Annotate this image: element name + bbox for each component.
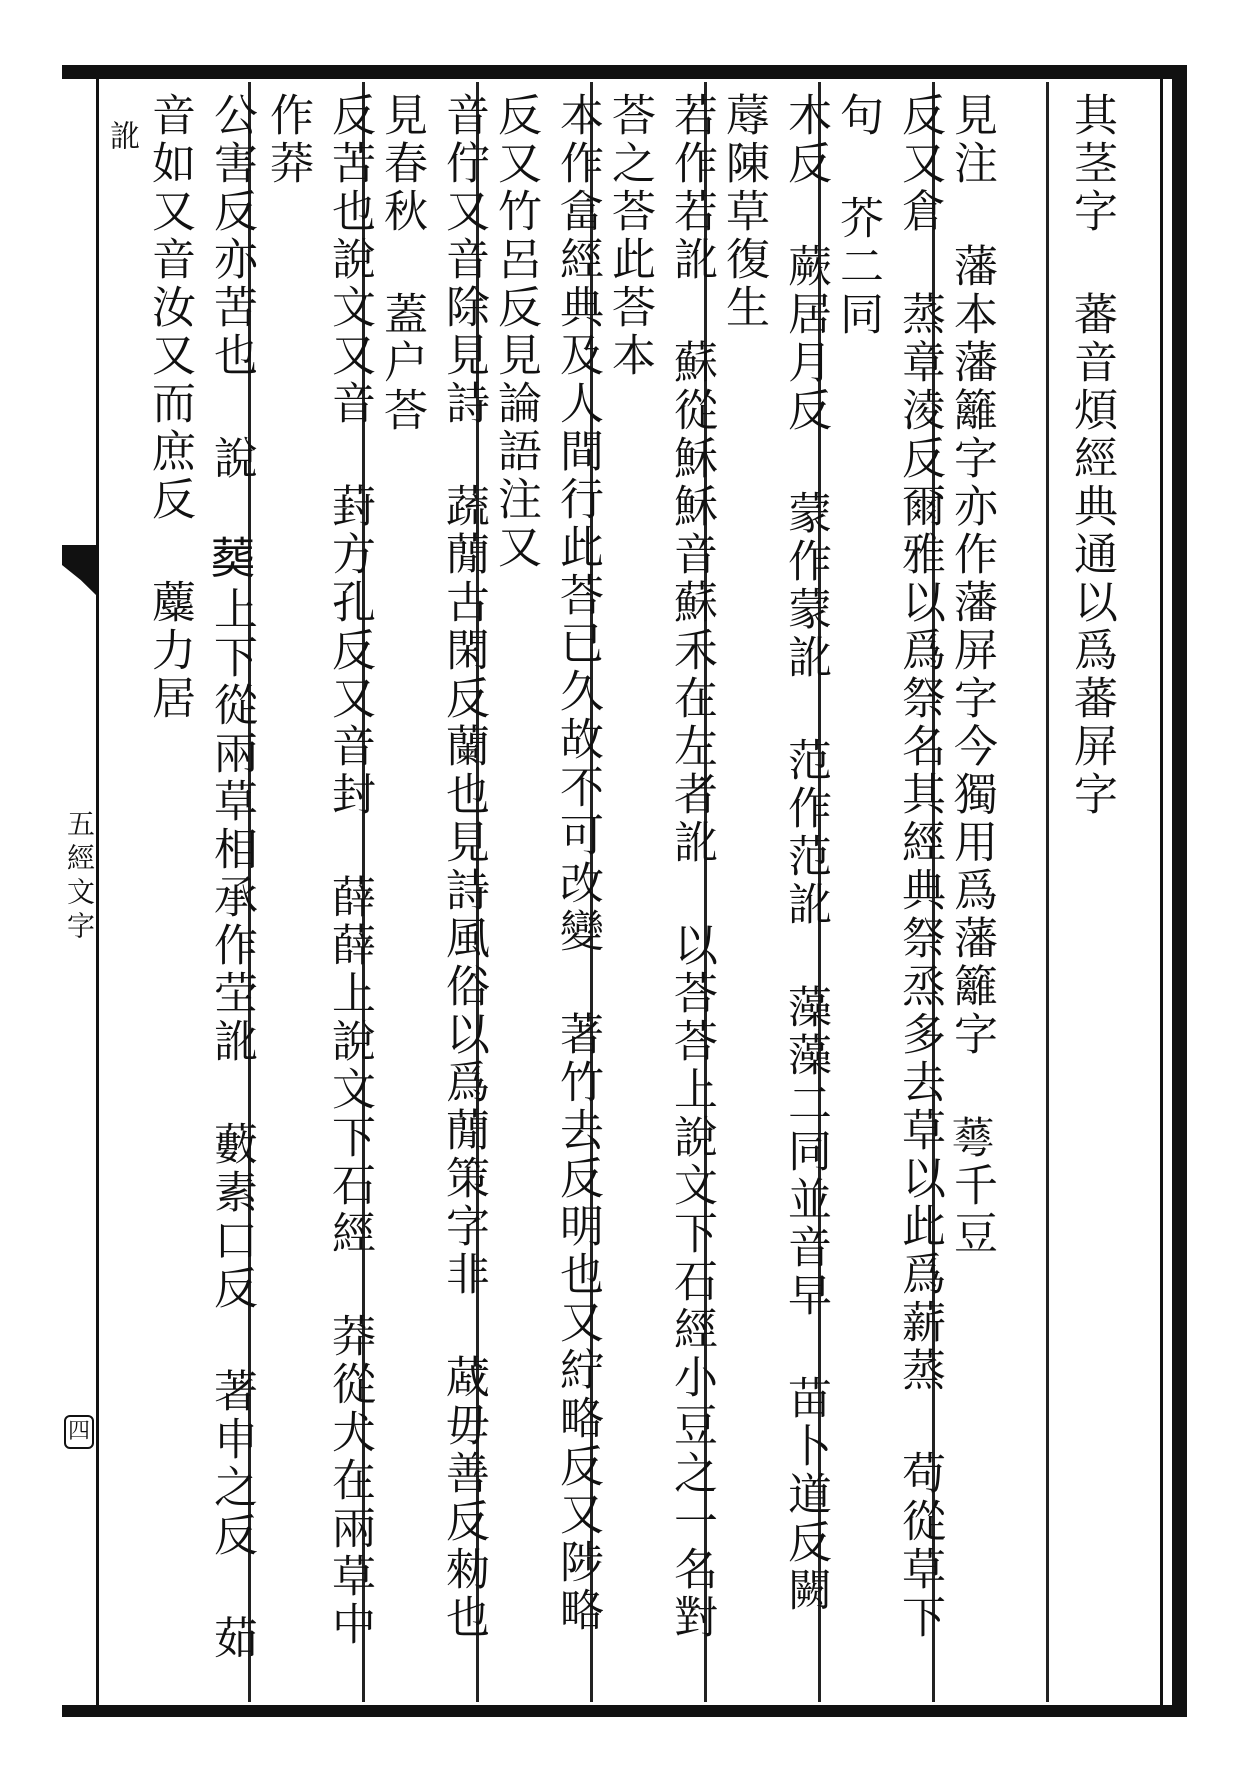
column-text: 訛 — [104, 120, 139, 154]
frame-right-inner-rule — [1160, 79, 1163, 1705]
text-column-8 — [256, 92, 375, 1692]
frame-bottom-border — [62, 1705, 1187, 1717]
text-column-3 — [826, 92, 945, 1692]
column-text: 公害反亦苦也 說 𦵏上下從兩草相承作茔訛 藪素口反 著申之反 茹音如又音汝又而庶反 蘪力居 — [144, 92, 257, 1663]
text-column-2 — [940, 92, 1044, 1692]
column-rule — [1046, 82, 1049, 1702]
frame-top-border — [62, 65, 1187, 79]
text-column-1 — [1060, 92, 1158, 1692]
column-text: 見注 藩本藩籬字亦作藩屏字今獨用爲藩籬字 𦾓千豆 — [946, 92, 997, 1258]
column-text: 木反 蕨居月反 蒙作蒙訛 范作范訛 藻藻二同並音早 苗卜道反闕 蓐陳草復生 — [718, 92, 831, 1615]
column-text: 其茎字 蕃音煩經典通以爲蕃屏字 — [1066, 92, 1117, 819]
column-text: 若作若訛 蘇從穌穌音蘇禾在左者訛 以荅荅上說文下石經小豆之一名對荅之荅此荅本 — [604, 92, 717, 1642]
text-column-5 — [598, 92, 717, 1692]
text-column-9 — [138, 92, 257, 1692]
text-column-4 — [712, 92, 831, 1692]
column-text: 音佇又音除見詩 蔬蕑古閑反蘭也見詩風俗以爲蕑策字非 蒧毋善反勑也見春秋 蓋户荅 — [376, 92, 489, 1642]
text-column-6 — [484, 92, 603, 1692]
frame-right-border — [1172, 65, 1187, 1717]
column-text: 反又倉 蒸章淩反爾雅以爲祭名其經典祭烝多去草以此爲薪蒸 苟從草下句 芥二同 — [832, 92, 945, 1642]
column-text: 反苦也說文又音 葑方孔反又音封 薛薛上說文下石經 莽從犬在兩草中作莽 — [262, 92, 375, 1649]
gutter-page-number: 四 — [64, 1415, 94, 1449]
gutter-book-title: 五經文字 — [63, 809, 96, 945]
text-column-7 — [370, 92, 489, 1692]
text-column-10 — [104, 120, 139, 1720]
frame-left-rule — [96, 79, 99, 1705]
column-text: 本作畣經典及人間行此荅已久故不可改變 著竹去反明也又紵略反又陟略反又竹呂反見論語注又 — [490, 92, 603, 1635]
